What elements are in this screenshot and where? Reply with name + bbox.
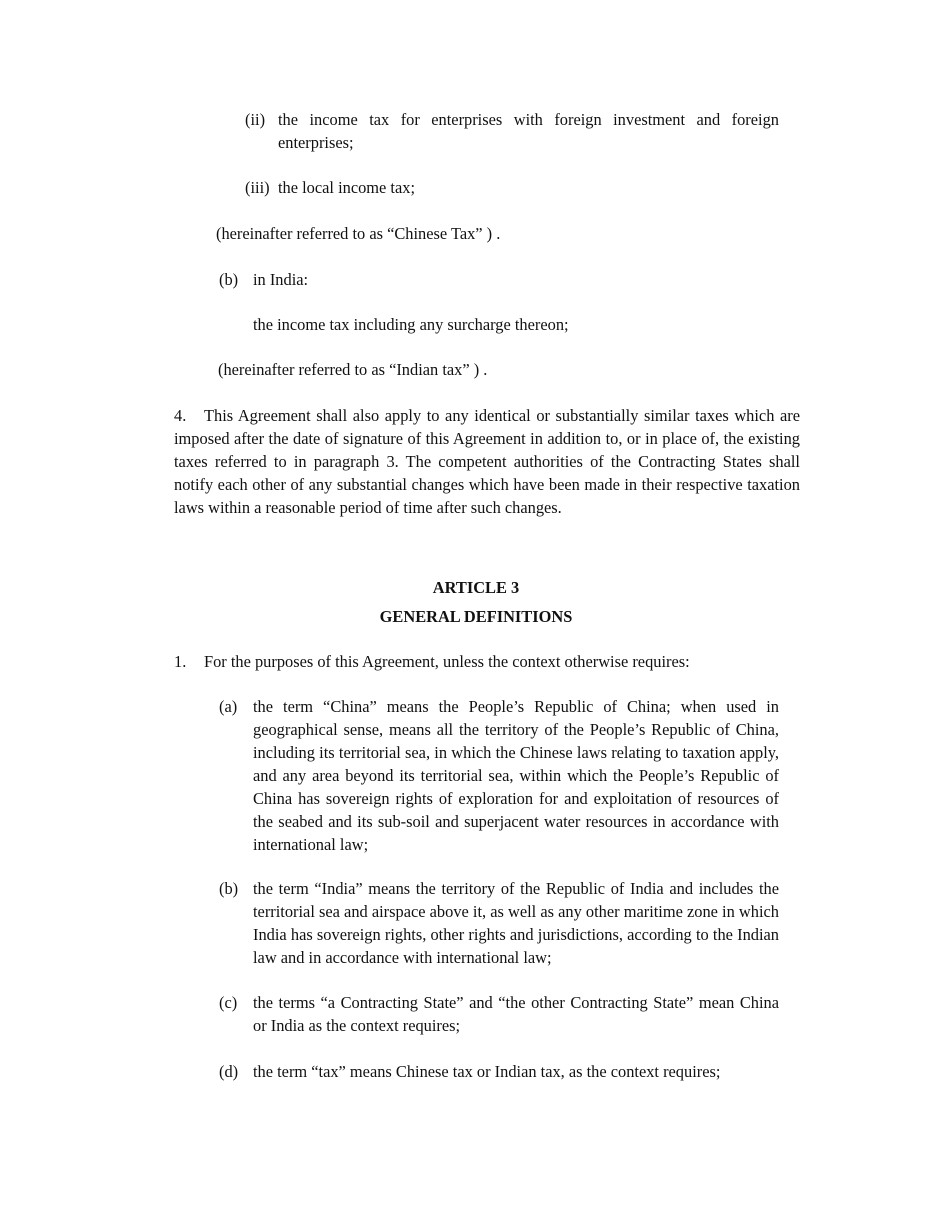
definition-label: (c) [219, 993, 238, 1012]
tax-item-text: the income tax for enterprises with foreign investment and foreign enterprises; [278, 110, 779, 152]
article-title: GENERAL DEFINITIONS [379, 607, 573, 626]
chinese-tax-reference: (hereinafter referred to as “Chinese Tax” ) . [216, 224, 501, 243]
india-tax-text: the income tax including any surcharge thereon; [253, 315, 569, 334]
article-number: ARTICLE 3 [432, 578, 520, 597]
paragraph-text: This Agreement shall also apply to any identical or substantially similar taxes which are imposed after the date of signature of this Agreement in addition to, or in place of, the existing taxes referred to in paragraph 3. The competent authorities of the Contracting States shall notify each other of any substantial changes which have been made in their respective taxation laws within a reasonable period of time after such changes. [174, 406, 800, 517]
definition-label: (d) [219, 1062, 239, 1081]
definition-label: (b) [219, 879, 239, 898]
definition-text: the terms “a Contracting State” and “the other Contracting State” mean China or India as the context requires; [253, 993, 779, 1035]
paragraph-number: 1. [174, 652, 187, 671]
paragraph-number: 4. [174, 406, 187, 425]
india-heading: in India: [253, 270, 309, 289]
india-label: (b) [219, 270, 239, 289]
indian-tax-reference: (hereinafter referred to as “Indian tax” ) . [218, 360, 488, 379]
paragraph-text: For the purposes of this Agreement, unless the context otherwise requires: [204, 652, 690, 671]
tax-item-label: (iii) [245, 178, 270, 197]
tax-item-label: (ii) [245, 110, 266, 129]
definition-text: the term “India” means the territory of the Republic of India and includes the territorial sea and airspace above it, as well as any other maritime zone in which India has sovereign rights, other rights and jurisdictions, according to the Indian law and in accordance with international law; [253, 879, 779, 967]
definition-label: (a) [219, 697, 238, 716]
tax-item-text: the local income tax; [278, 178, 415, 197]
definition-text: the term “tax” means Chinese tax or Indian tax, as the context requires; [253, 1062, 721, 1081]
definition-text: the term “China” means the People’s Republic of China; when used in geographical sense, means all the territory of the People’s Republic of China, including its territorial sea, in which the Chinese laws relating to taxation apply, and any area beyond its territorial sea, within which the People’s Republic of China has sovereign rights of exploration for and exploitation of resources of the seabed and its sub-soil and superjacent water resources in accordance with international law; [253, 697, 779, 854]
